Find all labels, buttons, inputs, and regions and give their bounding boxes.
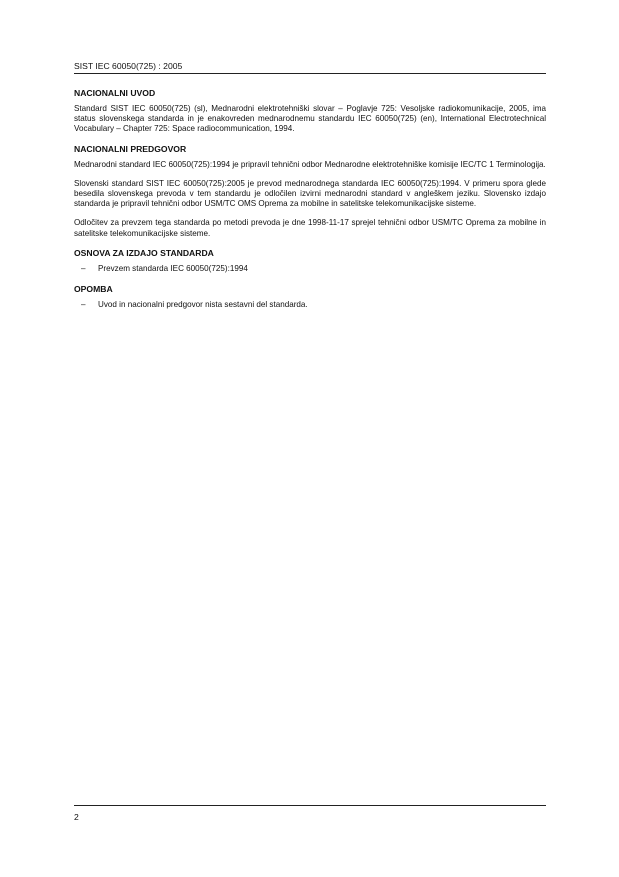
paragraph-uvod: Standard SIST IEC 60050(725) (sl), Mednarodni elektrotehniški slovar – Poglavje 725: Vesoljske radiokomunikacije, 2005, ima status slovenskega standarda in je enakovreden mednarodnemu standardu IEC 60050(725) (en), International Electrotechnical Vocabulary – Chapter 725: Space radiocommunication, 1994. <box>74 104 546 134</box>
section-title-nacionalni-predgovor: NACIONALNI PREDGOVOR <box>74 143 187 154</box>
footer-divider <box>74 805 546 806</box>
paragraph-predgovor-1: Mednarodni standard IEC 60050(725):1994 je pripravil tehnični odbor Mednarodne elektrotehniške komisije IEC/TC 1 Terminologija. <box>74 159 546 169</box>
bullet-dash: – <box>81 300 86 310</box>
list-item-text: Uvod in nacionalni predgovor nista sestavni del standarda. <box>98 300 308 310</box>
list-item <box>74 264 546 274</box>
section-title-osnova: OSNOVA ZA IZDAJO STANDARDA <box>74 247 214 258</box>
section-title-opomba: OPOMBA <box>74 284 113 295</box>
section-title-nacionalni-uvod: NACIONALNI UVOD <box>74 88 156 98</box>
list-item-text: Prevzem standarda IEC 60050(725):1994 <box>98 263 248 273</box>
paragraph-predgovor-2: Slovenski standard SIST IEC 60050(725):2005 je prevod mednarodnega standarda IEC 60050(725):1994. V primeru spora glede besedila slovenskega prevoda v tem standardu je odločilen izvirni mednarodni standard v angleškem jeziku. Slovensko izdajo standarda je pripravil tehnični odbor USM/TC OMS Oprema za mobilne in satelitske telekomunikacijske sisteme. <box>74 178 546 209</box>
list-osnova <box>74 264 546 274</box>
list-item <box>74 300 546 310</box>
running-header: SIST IEC 60050(725) : 2005 <box>74 61 546 74</box>
bullet-dash: – <box>81 263 86 273</box>
page-content <box>74 88 546 320</box>
page-number: 2 <box>74 812 79 822</box>
document-page <box>74 0 546 877</box>
list-opomba <box>74 300 546 310</box>
paragraph-predgovor-3: Odločitev za prevzem tega standarda po metodi prevoda je dne 1998-11-17 sprejel tehnični odbor USM/TC Oprema za mobilne in satelitske telekomunikacijske sisteme. <box>74 218 546 238</box>
